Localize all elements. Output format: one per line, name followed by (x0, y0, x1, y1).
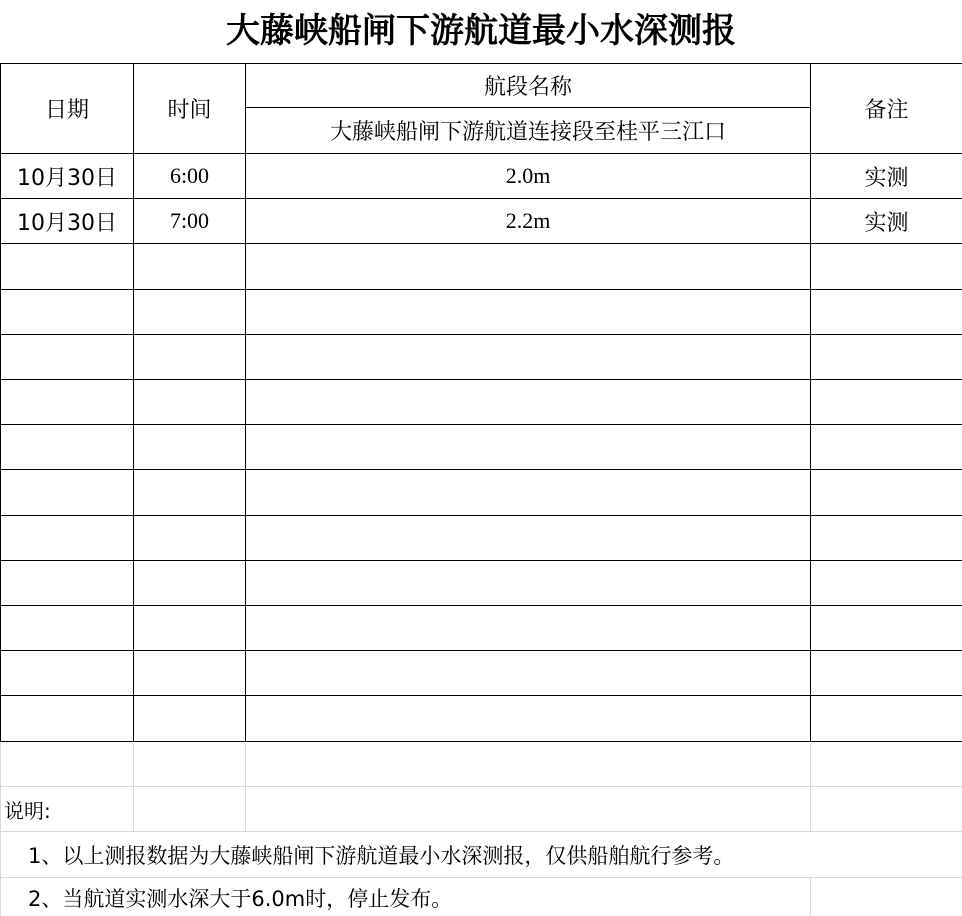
notes-label: 说明: (4, 799, 51, 823)
grid-line (0, 289, 962, 290)
row-time: 6:00 (169, 163, 210, 188)
row-depth: 2.2m (505, 208, 551, 233)
sheet-gridline (0, 831, 962, 832)
header-segment: 大藤峡船闸下游航道连接段至桂平三江口 (329, 120, 726, 145)
row-date: 10月30日 (17, 165, 117, 191)
grid-line (810, 63, 811, 742)
grid-line (0, 153, 962, 154)
page-title: 大藤峡船闸下游航道最小水深测报 (226, 11, 736, 51)
row-remark: 实测 (864, 210, 909, 236)
grid-line (0, 63, 962, 64)
header-remark: 备注 (864, 98, 909, 123)
note-item: 1、以上测报数据为大藤峡船闸下游航道最小水深测报，仅供船舶航行参考。 (28, 844, 735, 868)
note-item: 2、当航道实测水深大于6.0m时，停止发布。 (28, 886, 453, 911)
sheet-gridline (0, 786, 962, 787)
header-time: 时间 (167, 98, 212, 123)
sheet-gridline (810, 877, 811, 916)
header-segment-group: 航段名称 (483, 75, 572, 100)
sheet-gridline (0, 877, 962, 878)
grid-line (0, 63, 1, 742)
grid-line (0, 379, 962, 380)
sheet-gridline (133, 742, 134, 831)
grid-line (0, 424, 962, 425)
grid-line (0, 741, 962, 742)
row-depth: 2.0m (505, 163, 551, 188)
sheet-gridline (0, 742, 1, 916)
sheet-gridline (245, 742, 246, 831)
grid-line (0, 515, 962, 516)
grid-line (0, 198, 962, 199)
grid-line (0, 695, 962, 696)
row-time: 7:00 (169, 208, 210, 233)
grid-line (0, 560, 962, 561)
grid-line (245, 63, 246, 742)
grid-line (0, 243, 962, 244)
grid-line (0, 650, 962, 651)
grid-line (133, 63, 134, 742)
row-date: 10月30日 (17, 210, 117, 236)
row-remark: 实测 (864, 165, 909, 191)
grid-line (0, 334, 962, 335)
grid-line (0, 605, 962, 606)
header-date: 日期 (44, 98, 89, 123)
sheet-gridline (810, 742, 811, 831)
grid-line (0, 469, 962, 470)
grid-line (246, 107, 811, 108)
